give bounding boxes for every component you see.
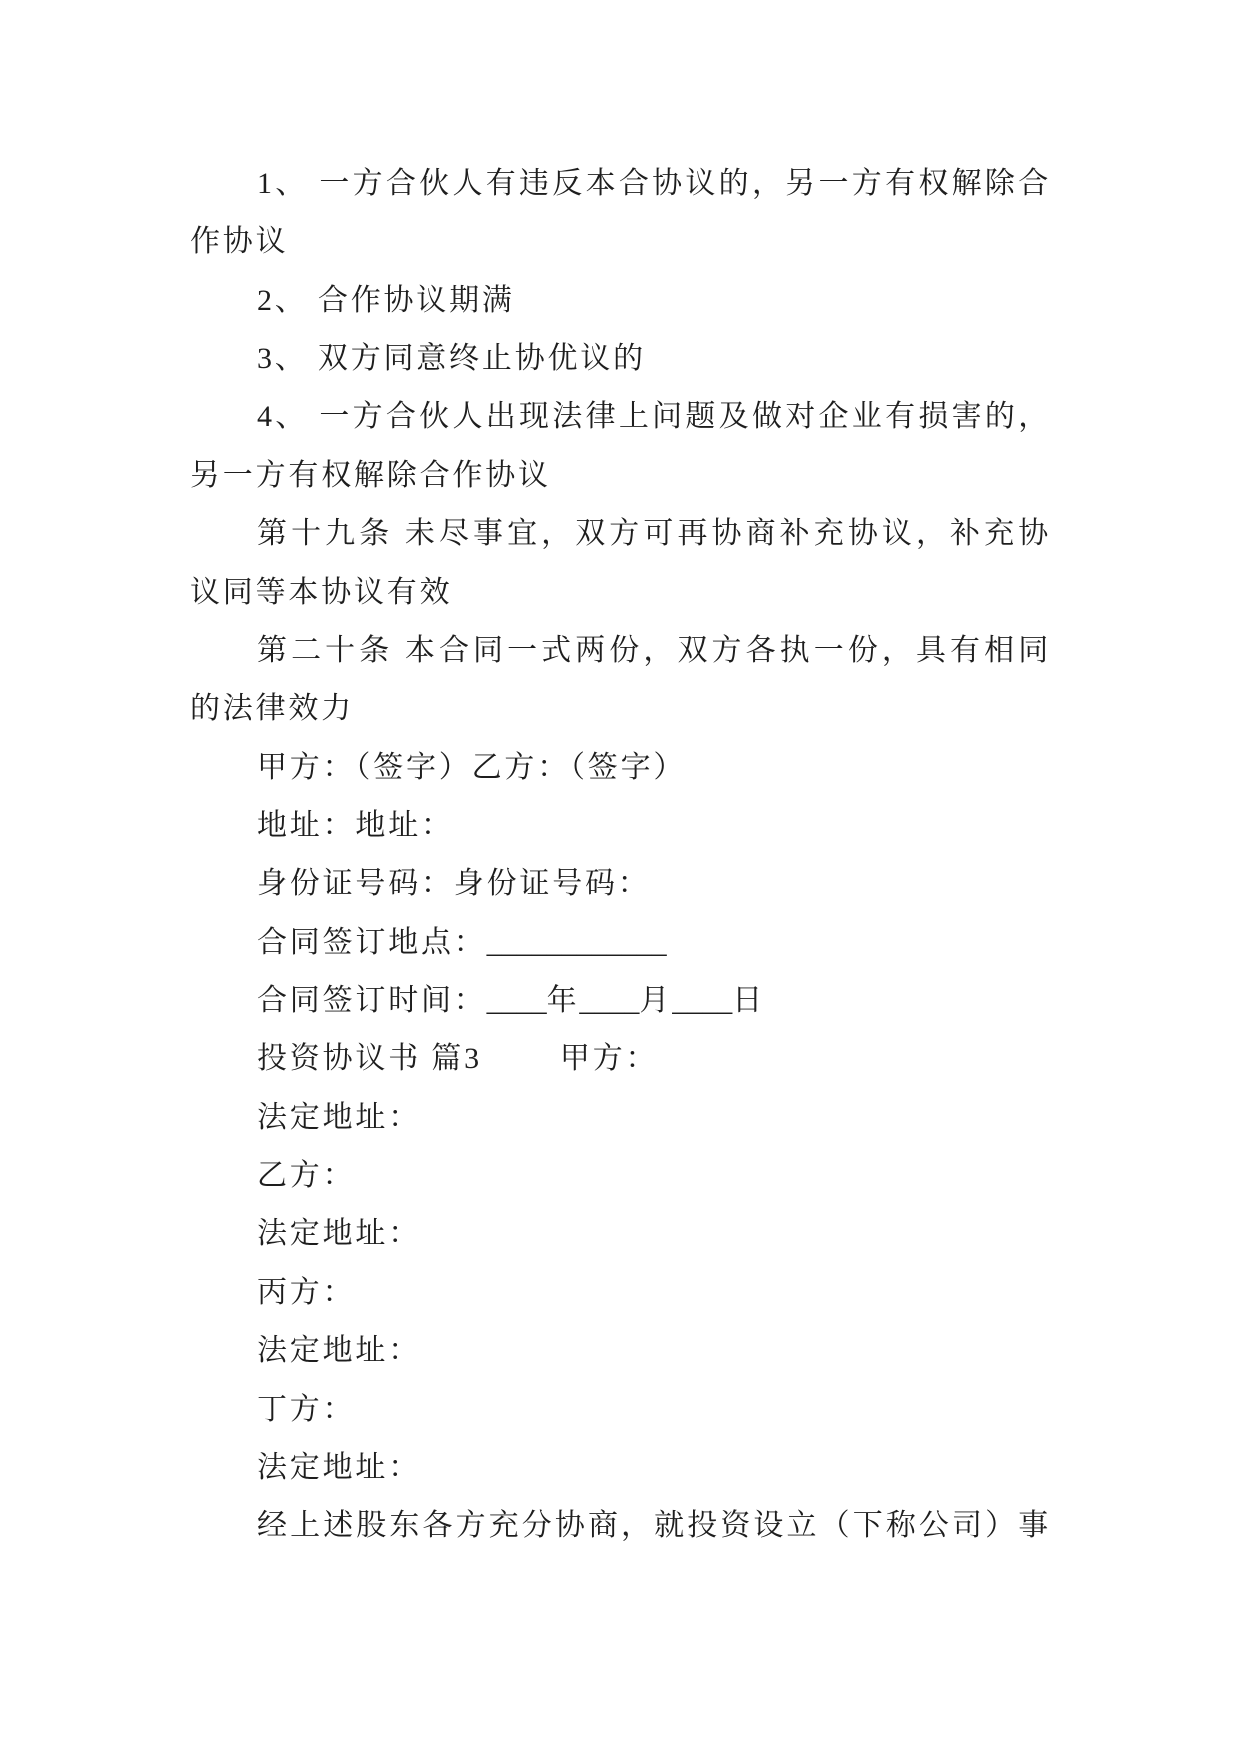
party-d-label: 丁方： xyxy=(257,1392,356,1426)
party-c-address-label: 法定地址： xyxy=(257,1334,421,1368)
termination-clause-1 xyxy=(190,155,1051,272)
signing-place-label: 合同签订地点： xyxy=(257,925,487,959)
party-d-address-label: 法定地址： xyxy=(257,1450,421,1484)
signature-line: 甲方：（签字）乙方：（签字） xyxy=(257,750,687,784)
termination-clause-4 xyxy=(190,388,1051,505)
article-19 xyxy=(190,505,1051,622)
party-a-label: 甲方： xyxy=(559,1042,659,1076)
signing-place-blank: ____________ xyxy=(486,925,667,959)
agreement-title: 投资协议书 篇3 xyxy=(257,1042,482,1076)
termination-clause-2 xyxy=(190,272,1051,330)
party-a-address-label: 法定地址： xyxy=(257,1100,421,1134)
preamble-line: 经上述股东各方充分协商，就投资设立（下称公司）事 xyxy=(257,1509,1051,1543)
termination-clause-3 xyxy=(190,330,1051,388)
document-body xyxy=(190,155,1051,1556)
day-unit: 日 xyxy=(732,984,766,1018)
next-agreement xyxy=(190,1030,1051,1555)
text-line: 议同等本协议有效 xyxy=(190,575,453,609)
text-line: 4、 一方合伙人出现法律上问题及做对企业有损害的， xyxy=(257,400,1051,434)
signing-place-line xyxy=(190,914,1051,972)
text-line: 1、 一方合伙人有违反本合协议的，另一方有权解除合 xyxy=(257,167,1051,200)
signing-time-label: 合同签订时间： xyxy=(257,984,487,1018)
text-line: 第十九条 未尽事宜，双方可再协商补充协议，补充协 xyxy=(257,517,1051,551)
month-unit: 月 xyxy=(639,984,673,1018)
address-line: 地址：地址： xyxy=(257,808,454,842)
year-unit: 年 xyxy=(546,984,580,1018)
text-line: 作协议 xyxy=(190,225,289,259)
text-line: 第二十条 本合同一式两份，双方各执一份，具有相同 xyxy=(257,633,1051,667)
text-line: 的法律效力 xyxy=(190,692,354,726)
signing-time-line xyxy=(190,972,1051,1030)
year-blank: ____ xyxy=(486,984,547,1018)
id-number-line: 身份证号码：身份证号码： xyxy=(257,867,651,901)
month-blank: ____ xyxy=(579,984,640,1018)
signature-block xyxy=(190,739,1051,1031)
day-blank: ____ xyxy=(672,984,733,1018)
party-b-label: 乙方： xyxy=(257,1159,356,1193)
agreement-title-line xyxy=(190,1030,1051,1088)
text-line: 2、 合作协议期满 xyxy=(257,283,515,317)
text-line: 另一方有权解除合作协议 xyxy=(190,458,551,492)
party-b-address-label: 法定地址： xyxy=(257,1217,421,1251)
text-line: 3、 双方同意终止协优议的 xyxy=(257,342,646,376)
party-c-label: 丙方： xyxy=(257,1275,356,1309)
article-20 xyxy=(190,622,1051,739)
